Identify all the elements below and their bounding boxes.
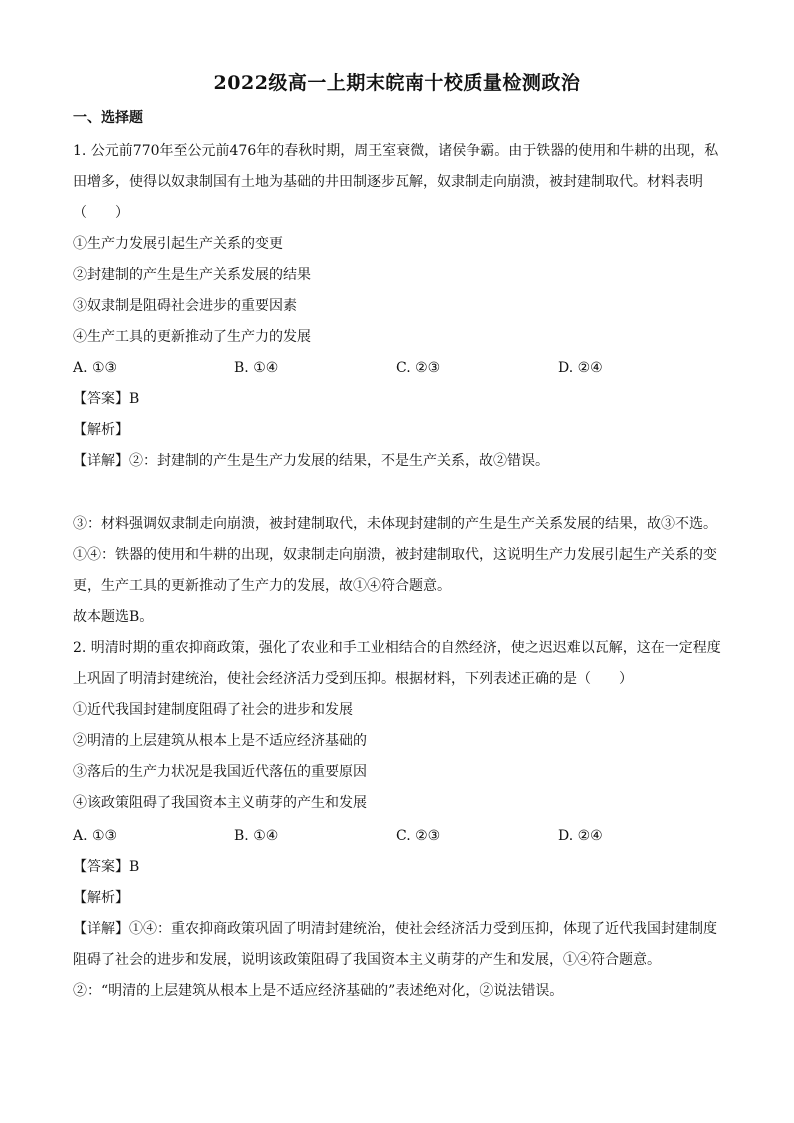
- q1-option-b: B. ①④: [234, 360, 279, 376]
- q1-answer: 【答案】B: [73, 391, 140, 407]
- q2-detail-line: 【详解】①④：重农抑商政策巩固了明清封建统治，使社会经济活力受到压抑，体现了近代我国封建制度: [73, 921, 717, 937]
- q2-detail-line: 阻碍了社会的进步和发展，说明该政策阻碍了我国资本主义萌芽的产生和发展，①④符合题意。: [73, 952, 661, 968]
- q2-option-c: C. ②③: [396, 828, 441, 844]
- q1-option-d: D. ②④: [558, 360, 603, 376]
- q1-stem-line: 1. 公元前770年至公元前476年的春秋时期，周王室衰微，诸侯争霸。由于铁器的使用和牛耕的出现，私: [73, 143, 719, 159]
- q2-option-a: A. ①③: [73, 828, 118, 844]
- q1-detail-line: 故本题选B。: [73, 609, 154, 625]
- q2-item: ④该政策阻碍了我国资本主义萌芽的产生和发展: [73, 795, 367, 811]
- q2-stem-line: 上巩固了明清封建统治，使社会经济活力受到压抑。根据材料，下列表述正确的是（ ）: [73, 671, 633, 687]
- q1-detail-line: ①④：铁器的使用和牛耕的出现，奴隶制走向崩溃，被封建制取代，这说明生产力发展引起生产关系的变: [73, 547, 717, 563]
- q1-stem-line: 田增多，使得以奴隶制国有土地为基础的井田制逐步瓦解，奴隶制走向崩溃，被封建制取代。材料表明: [73, 174, 703, 190]
- q1-item: ④生产工具的更新推动了生产力的发展: [73, 329, 311, 345]
- q2-item: ②明清的上层建筑从根本上是不适应经济基础的: [73, 733, 367, 749]
- q1-item: ③奴隶制是阻碍社会进步的重要因素: [73, 298, 297, 314]
- q1-detail-line: 【详解】②：封建制的产生是生产力发展的结果，不是生产关系，故②错误。: [73, 453, 549, 469]
- q2-stem-line: 2. 明清时期的重农抑商政策，强化了农业和手工业相结合的自然经济，使之迟迟难以瓦解，这在一定程度: [73, 640, 721, 656]
- q1-stem-line: （ ）: [73, 205, 129, 221]
- q1-option-c: C. ②③: [396, 360, 441, 376]
- q1-item: ②封建制的产生是生产关系发展的结果: [73, 267, 311, 283]
- q1-option-a: A. ①③: [73, 360, 118, 376]
- q2-analysis-label: 【解析】: [73, 890, 129, 906]
- page-title: 2022级高一上期末皖南十校质量检测政治: [213, 72, 581, 94]
- section-heading: 一、选择题: [73, 110, 143, 126]
- q1-detail-line: ③：材料强调奴隶制走向崩溃，被封建制取代，未体现封建制的产生是生产关系发展的结果，故③不选。: [73, 516, 717, 532]
- q2-item: ①近代我国封建制度阻碍了社会的进步和发展: [73, 702, 353, 718]
- q2-item: ③落后的生产力状况是我国近代落伍的重要原因: [73, 764, 367, 780]
- q1-item: ①生产力发展引起生产关系的变更: [73, 236, 283, 252]
- q2-option-d: D. ②④: [558, 828, 603, 844]
- q1-detail-line: 更，生产工具的更新推动了生产力的发展，故①④符合题意。: [73, 578, 451, 594]
- q1-analysis-label: 【解析】: [73, 422, 129, 438]
- q2-answer: 【答案】B: [73, 859, 140, 875]
- q2-option-b: B. ①④: [234, 828, 279, 844]
- q2-detail-line: ②：“明清的上层建筑从根本上是不适应经济基础的”表述绝对化，②说法错误。: [73, 983, 564, 999]
